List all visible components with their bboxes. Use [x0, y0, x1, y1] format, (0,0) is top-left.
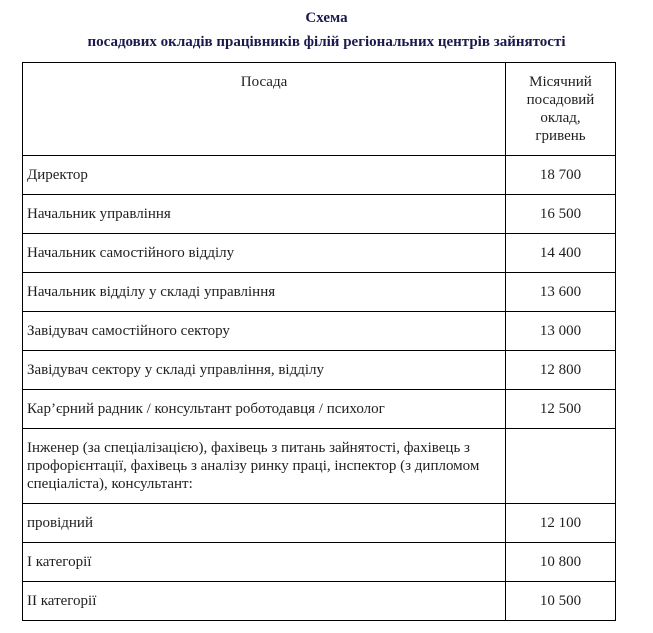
table-row — [23, 504, 616, 543]
position-cell: Начальник відділу у складі управління — [23, 273, 506, 312]
position-cell: І категорії — [23, 543, 506, 582]
salary-table — [22, 62, 616, 621]
salary-cell: 12 500 — [506, 390, 616, 429]
salary-cell: 12 100 — [506, 504, 616, 543]
salary-cell: 10 500 — [506, 582, 616, 621]
table-row — [23, 195, 616, 234]
table-row — [23, 390, 616, 429]
document-title-line1: Схема — [305, 10, 348, 26]
salary-cell: 13 600 — [506, 273, 616, 312]
position-cell: провідний — [23, 504, 506, 543]
position-cell: Начальник управління — [23, 195, 506, 234]
salary-cell: 18 700 — [506, 156, 616, 195]
table-row — [23, 582, 616, 621]
salary-cell: 13 000 — [506, 312, 616, 351]
position-column-header: Посада — [23, 63, 506, 156]
salary-cell: 14 400 — [506, 234, 616, 273]
salary-cell: 12 800 — [506, 351, 616, 390]
position-cell: ІІ категорії — [23, 582, 506, 621]
salary-table-body — [23, 156, 616, 621]
table-row — [23, 351, 616, 390]
position-cell: Кар’єрний радник / консультант роботодавця / психолог — [23, 390, 506, 429]
salary-cell: 16 500 — [506, 195, 616, 234]
table-row — [23, 273, 616, 312]
salary-column-header — [506, 63, 616, 156]
table-row — [23, 543, 616, 582]
document-title — [0, 0, 653, 54]
table-row — [23, 429, 616, 504]
position-cell: Завідувач сектору у складі управління, відділу — [23, 351, 506, 390]
salary-column-header-text: Місячний посадовий оклад, гривень — [526, 74, 595, 144]
position-cell: Завідувач самостійного сектору — [23, 312, 506, 351]
salary-cell: 10 800 — [506, 543, 616, 582]
position-cell: Інженер (за спеціалізацією), фахівець з питань зайнятості, фахівець з профорієнтації, фахівець з аналізу ринку праці, інспектор (з дипломом спеціаліста), консультант: — [23, 429, 506, 504]
table-header-row — [23, 63, 616, 156]
position-cell: Директор — [23, 156, 506, 195]
salary-cell — [506, 429, 616, 504]
table-row — [23, 156, 616, 195]
document-title-line2: посадових окладів працівників філій регіональних центрів зайнятості — [87, 34, 566, 50]
position-cell: Начальник самостійного відділу — [23, 234, 506, 273]
table-row — [23, 234, 616, 273]
table-row — [23, 312, 616, 351]
